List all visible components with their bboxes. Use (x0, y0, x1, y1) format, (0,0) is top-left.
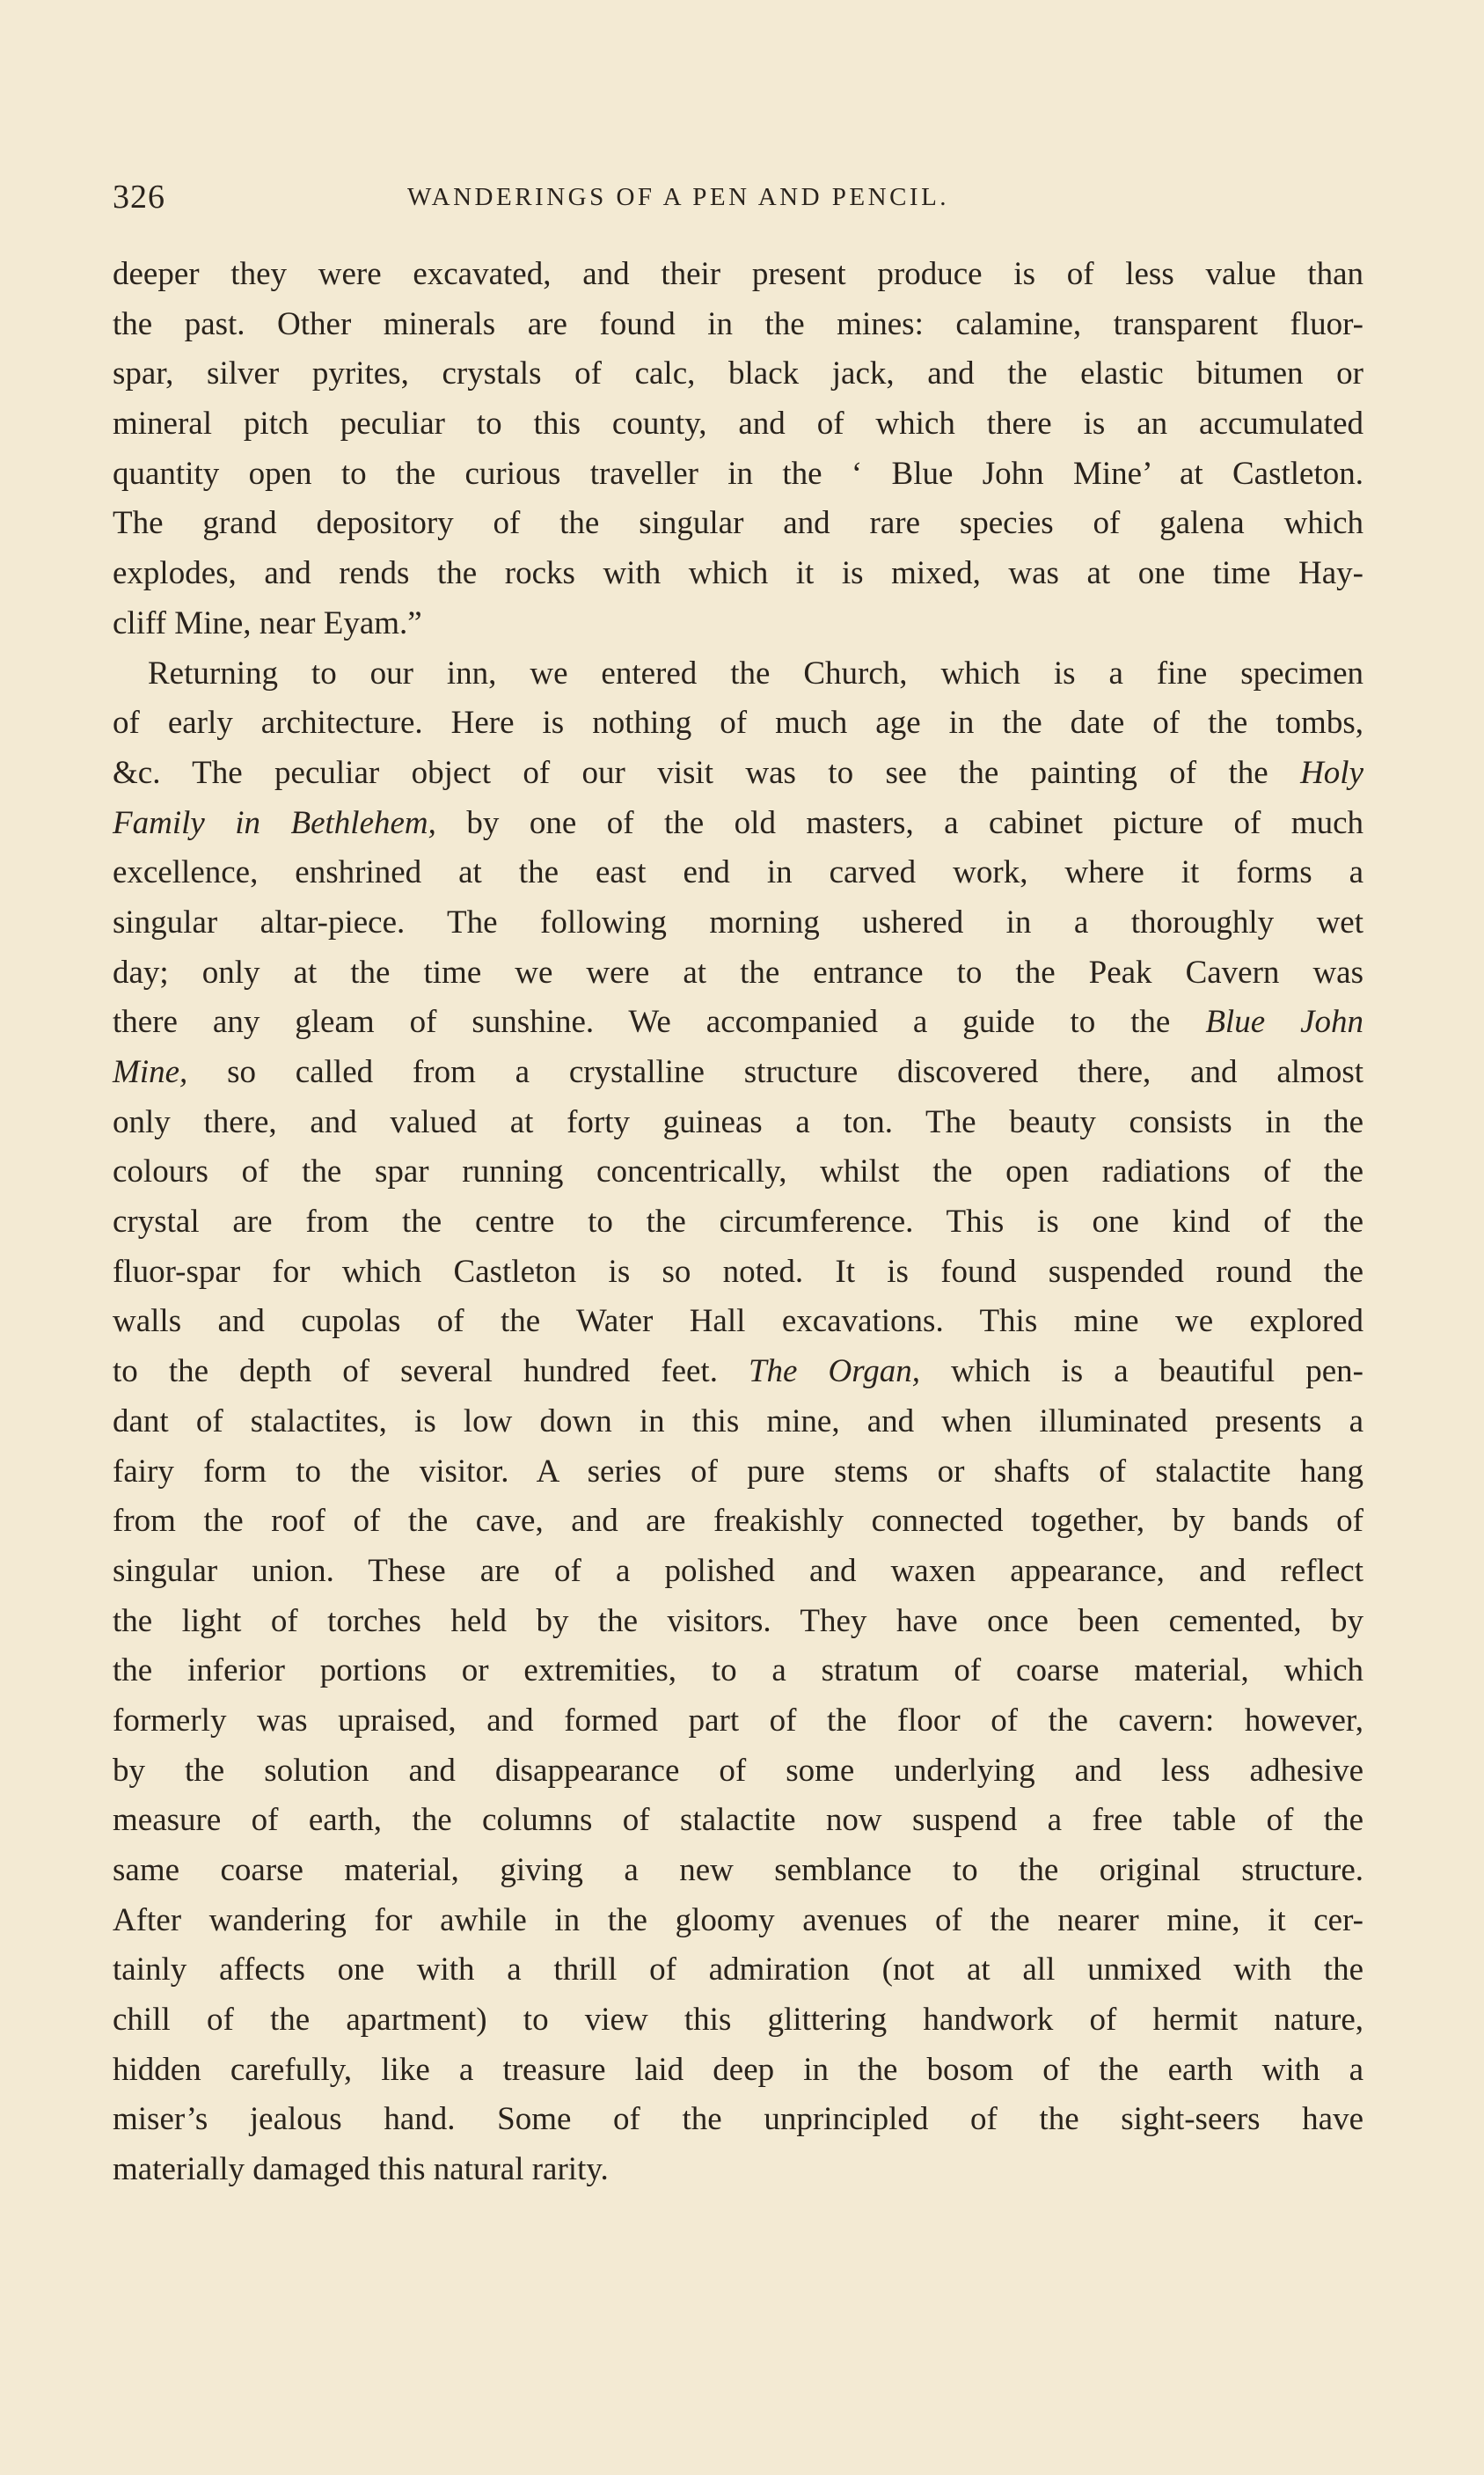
text-line (113, 399, 1363, 450)
text-segment: cliff Mine, near Eyam.” (113, 604, 422, 641)
text-line (113, 1945, 1363, 1995)
text-line (113, 1297, 1363, 1347)
text-segment: so called from a crystalline structure discovered there, and almost (187, 1054, 1363, 1090)
text-line (113, 599, 1363, 649)
page-number: 326 (113, 179, 165, 216)
italic-text: Blue John (1205, 1004, 1363, 1041)
text-line (113, 2145, 1363, 2195)
text-segment: which is a beautiful pen- (920, 1353, 1363, 1390)
text-segment: Returning to our inn, we entered the Church, which is a fine specimen (148, 655, 1363, 692)
text-line (113, 1547, 1363, 1597)
text-segment: fluor-spar for which Castleton is so noted. It is found suspended round the (113, 1253, 1363, 1290)
text-segment: miser’s jealous hand. Some of the unprincipled of the sight-seers have (113, 2101, 1363, 2138)
text-segment: materially damaged this natural rarity. (113, 2151, 609, 2188)
text-line (113, 499, 1363, 549)
text-segment: walls and cupolas of the Water Hall excavations. This mine we explored (113, 1303, 1363, 1340)
text-segment: fairy form to the visitor. A series of pure stems or shafts of stalactite hang (113, 1453, 1363, 1490)
text-segment: singular union. These are of a polished and waxen appearance, and reflect (113, 1552, 1363, 1589)
running-title: WANDERINGS OF A PEN AND PENCIL. (407, 183, 950, 211)
text-line (113, 1447, 1363, 1497)
text-line (113, 749, 1363, 799)
text-segment: the inferior portions or extremities, to a stratum of coarse material, which (113, 1652, 1363, 1689)
text-line (113, 848, 1363, 898)
text-segment: by the solution and disappearance of some underlying and less adhesive (113, 1752, 1363, 1789)
text-line (113, 2046, 1363, 2096)
text-line (113, 649, 1363, 699)
italic-text: Family in Bethlehem, (113, 804, 436, 841)
text-line (113, 1646, 1363, 1696)
text-segment: of early architecture. Here is nothing of much age in the date of the tombs, (113, 705, 1363, 742)
text-line (113, 1497, 1363, 1547)
text-segment: the light of torches held by the visitors. They have once been cemented, by (113, 1602, 1363, 1639)
text-segment: only there, and valued at forty guineas a ton. The beauty consists in the (113, 1103, 1363, 1140)
text-segment: spar, silver pyrites, crystals of calc, black jack, and the elastic bitumen or (113, 355, 1363, 392)
text-segment: The grand depository of the singular and rare species of galena which (113, 505, 1363, 542)
text-line (113, 948, 1363, 999)
italic-text: The Organ, (748, 1353, 921, 1390)
text-line (113, 1696, 1363, 1746)
text-segment: dant of stalactites, is low down in this mine, and when illuminated presents a (113, 1402, 1363, 1439)
text-line (113, 549, 1363, 599)
text-line (113, 1397, 1363, 1447)
page-header (113, 178, 1362, 222)
text-segment: formerly was upraised, and formed part of the floor of the cavern: however, (113, 1702, 1363, 1739)
italic-text: Holy (1300, 754, 1363, 791)
text-segment: day; only at the time we were at the entrance to the Peak Cavern was (113, 954, 1363, 991)
text-line (113, 1896, 1363, 1946)
text-segment: hidden carefully, like a treasure laid deep in the bosom of the earth with a (113, 2051, 1363, 2088)
text-line (113, 799, 1363, 849)
text-segment: by one of the old masters, a cabinet picture of much (435, 804, 1364, 841)
text-segment: excellence, enshrined at the east end in carved work, where it forms a (113, 854, 1363, 891)
text-segment: crystal are from the centre to the circumference. This is one kind of the (113, 1204, 1363, 1241)
text-segment: the past. Other minerals are found in the mines: calamine, transparent fluor- (113, 305, 1363, 342)
text-segment: to the depth of several hundred feet. (113, 1353, 749, 1390)
text-line (113, 998, 1363, 1048)
text-line (113, 1597, 1363, 1647)
text-segment: colours of the spar running concentrically, whilst the open radiations of the (113, 1153, 1363, 1190)
text-line (113, 1796, 1363, 1846)
text-segment: explodes, and rends the rocks with which it is mixed, was at one time Hay- (113, 555, 1363, 592)
italic-text: Mine, (113, 1054, 188, 1090)
text-line (113, 1746, 1363, 1797)
text-line (113, 1147, 1363, 1197)
text-line (113, 699, 1363, 749)
text-line (113, 1846, 1363, 1896)
text-line (113, 450, 1363, 500)
text-segment: tainly affects one with a thrill of admiration (not at all unmixed with the (113, 1951, 1363, 1988)
text-segment: same coarse material, giving a new semblance to the original structure. (113, 1852, 1363, 1888)
text-segment: chill of the apartment) to view this glittering handwork of hermit nature, (113, 2002, 1363, 2039)
text-segment: After wandering for awhile in the gloomy avenues of the nearer mine, it cer- (113, 1901, 1363, 1938)
text-segment: deeper they were excavated, and their present produce is of less value than (113, 256, 1363, 292)
text-segment: measure of earth, the columns of stalactite now suspend a free table of the (113, 1802, 1363, 1839)
body-text (113, 250, 1363, 2195)
text-segment: mineral pitch peculiar to this county, and of which there is an accumulated (113, 406, 1363, 443)
text-line (113, 1048, 1363, 1098)
text-line (113, 2095, 1363, 2145)
text-line (113, 300, 1363, 350)
text-segment: from the roof of the cave, and are freakishly connected together, by bands of (113, 1503, 1363, 1540)
text-segment: there any gleam of sunshine. We accompanied a guide to the (113, 1004, 1206, 1041)
text-line (113, 1347, 1363, 1397)
text-segment: singular altar-piece. The following morning ushered in a thoroughly wet (113, 904, 1363, 941)
text-segment: &c. The peculiar object of our visit was to see the painting of the (113, 754, 1301, 791)
text-line (113, 1995, 1363, 2046)
text-line (113, 349, 1363, 399)
text-line (113, 898, 1363, 948)
text-line (113, 1197, 1363, 1248)
text-line (113, 1248, 1363, 1298)
text-segment: quantity open to the curious traveller in the ‘ Blue John Mine’ at Castleton. (113, 455, 1363, 492)
text-line (113, 1098, 1363, 1148)
text-line (113, 250, 1363, 300)
